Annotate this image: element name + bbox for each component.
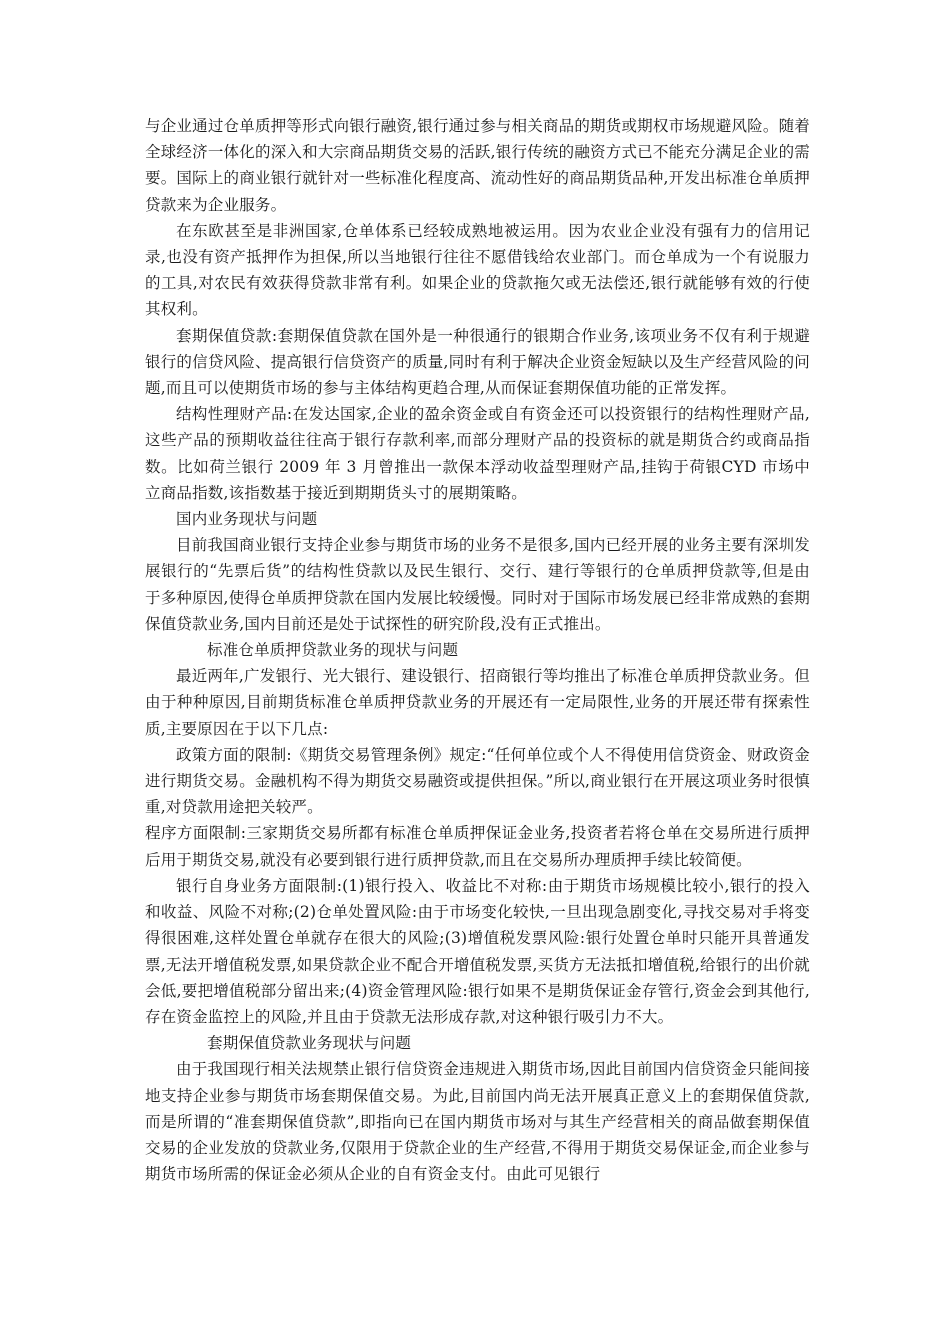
- paragraph-policy-limits: 政策方面的限制:《期货交易管理条例》规定:“任何单位或个人不得使用信贷资金、财政资金进行期货交易。金融机构不得为期货交易融资或提供担保。”所以,商业银行在开展这项业务时很慎重,对贷款用途把关较严。: [145, 745, 810, 817]
- paragraph-standard-receipt-status: 最近两年,广发银行、光大银行、建设银行、招商银行等均推出了标准仓单质押贷款业务。但由于种种原因,目前期货标准仓单质押贷款业务的开展还有一定局限性,业务的开展还带有探索性质,主要原因在于以下几点:: [145, 667, 810, 738]
- document-body: [145, 113, 810, 1187]
- paragraph-eastern-europe-africa: 在东欧甚至是非洲国家,仓单体系已经较成熟地被运用。因为农业企业没有强有力的信用记录,也没有资产抵押作为担保,所以当地银行往往不愿借钱给农业部门。而仓单成为一个有说服力的工具,对农民有效获得贷款非常有利。如果企业的贷款拖欠或无法偿还,银行就能够有效的行使其权利。: [145, 221, 810, 319]
- section-heading-standard-receipt: 标准仓单质押贷款业务的现状与问题: [207, 641, 459, 660]
- paragraph-structured-products: 结构性理财产品:在发达国家,企业的盈余资金或自有资金还可以投资银行的结构性理财产品,这些产品的预期收益往往高于银行存款利率,而部分理财产品的投资标的就是期货合约或商品指数。比如荷兰银行 2009 年 3 月曾推出一款保本浮动收益型理财产品,挂钩于荷银CYD 市场中立商品指数,该指数基于接近到期期货头寸的展期策略。: [145, 405, 810, 502]
- paragraph-procedure-limits: 程序方面限制:三家期货交易所都有标准仓单质押保证金业务,投资者若将仓单在交易所进行质押后用于期货交易,就没有必要到银行进行质押贷款,而且在交易所办理质押手续比较简便。: [145, 824, 810, 869]
- paragraph-hedging-loan: 套期保值贷款:套期保值贷款在国外是一种很通行的银期合作业务,该项业务不仅有利于规避银行的信贷风险、提高银行信贷资产的质量,同时有利于解决企业资金短缺以及生产经营风险的问题,而且可以使期货市场的参与主体结构更趋合理,从而保证套期保值功能的正常发挥。: [145, 326, 810, 398]
- paragraph-hedging-loan-status: 由于我国现行相关法规禁止银行信贷资金违规进入期货市场,因此目前国内信贷资金只能间接地支持企业参与期货市场套期保值交易。为此,目前国内尚无法开展真正意义上的套期保值贷款,而是所谓的“准套期保值贷款”,即指向已在国内期货市场对与其生产经营相关的商品做套期保值交易的企业发放的贷款业务,仅限用于贷款企业的生产经营,不得用于期货交易保证金,而企业参与期货市场所需的保证金必须从企业的自有资金支付。由此可见银行: [145, 1060, 810, 1184]
- section-heading-domestic: 国内业务现状与问题: [176, 510, 318, 529]
- paragraph-warehouse-receipt-intro: 与企业通过仓单质押等形式向银行融资,银行通过参与相关商品的期货或期权市场规避风险。随着全球经济一体化的深入和大宗商品期货交易的活跃,银行传统的融资方式已不能充分满足企业的需要。国际上的商业银行就针对一些标准化程度高、流动性好的商品期货品种,开发出标准仓单质押贷款来为企业服务。: [145, 117, 810, 214]
- paragraph-domestic-status: 目前我国商业银行支持企业参与期货市场的业务不是很多,国内已经开展的业务主要有深圳发展银行的“先票后货”的结构性贷款以及民生银行、交行、建行等银行的仓单质押贷款等,但是由于多种原因,使得仓单质押贷款在国内发展比较缓慢。同时对于国际市场发展已经非常成熟的套期保值贷款业务,国内目前还是处于试探性的研究阶段,没有正式推出。: [145, 536, 810, 633]
- paragraph-bank-limits: 银行自身业务方面限制:(1)银行投入、收益比不对称:由于期货市场规模比较小,银行的投入和收益、风险不对称;(2)仓单处置风险:由于市场变化较快,一旦出现急剧变化,寻找交易对手将变得很困难,这样处置仓单就存在很大的风险;(3)增值税发票风险:银行处置仓单时只能开具普通发票,无法开增值税发票,如果贷款企业不配合开增值税发票,买货方无法抵扣增值税,给银行的出价就会低,要把增值税部分留出来;(4)资金管理风险:银行如果不是期货保证金存管行,资金会到其他行,存在资金监控上的风险,并且由于贷款无法形成存款,对这种银行吸引力不大。: [145, 876, 810, 1026]
- section-heading-hedging-loan: 套期保值贷款业务现状与问题: [207, 1034, 412, 1053]
